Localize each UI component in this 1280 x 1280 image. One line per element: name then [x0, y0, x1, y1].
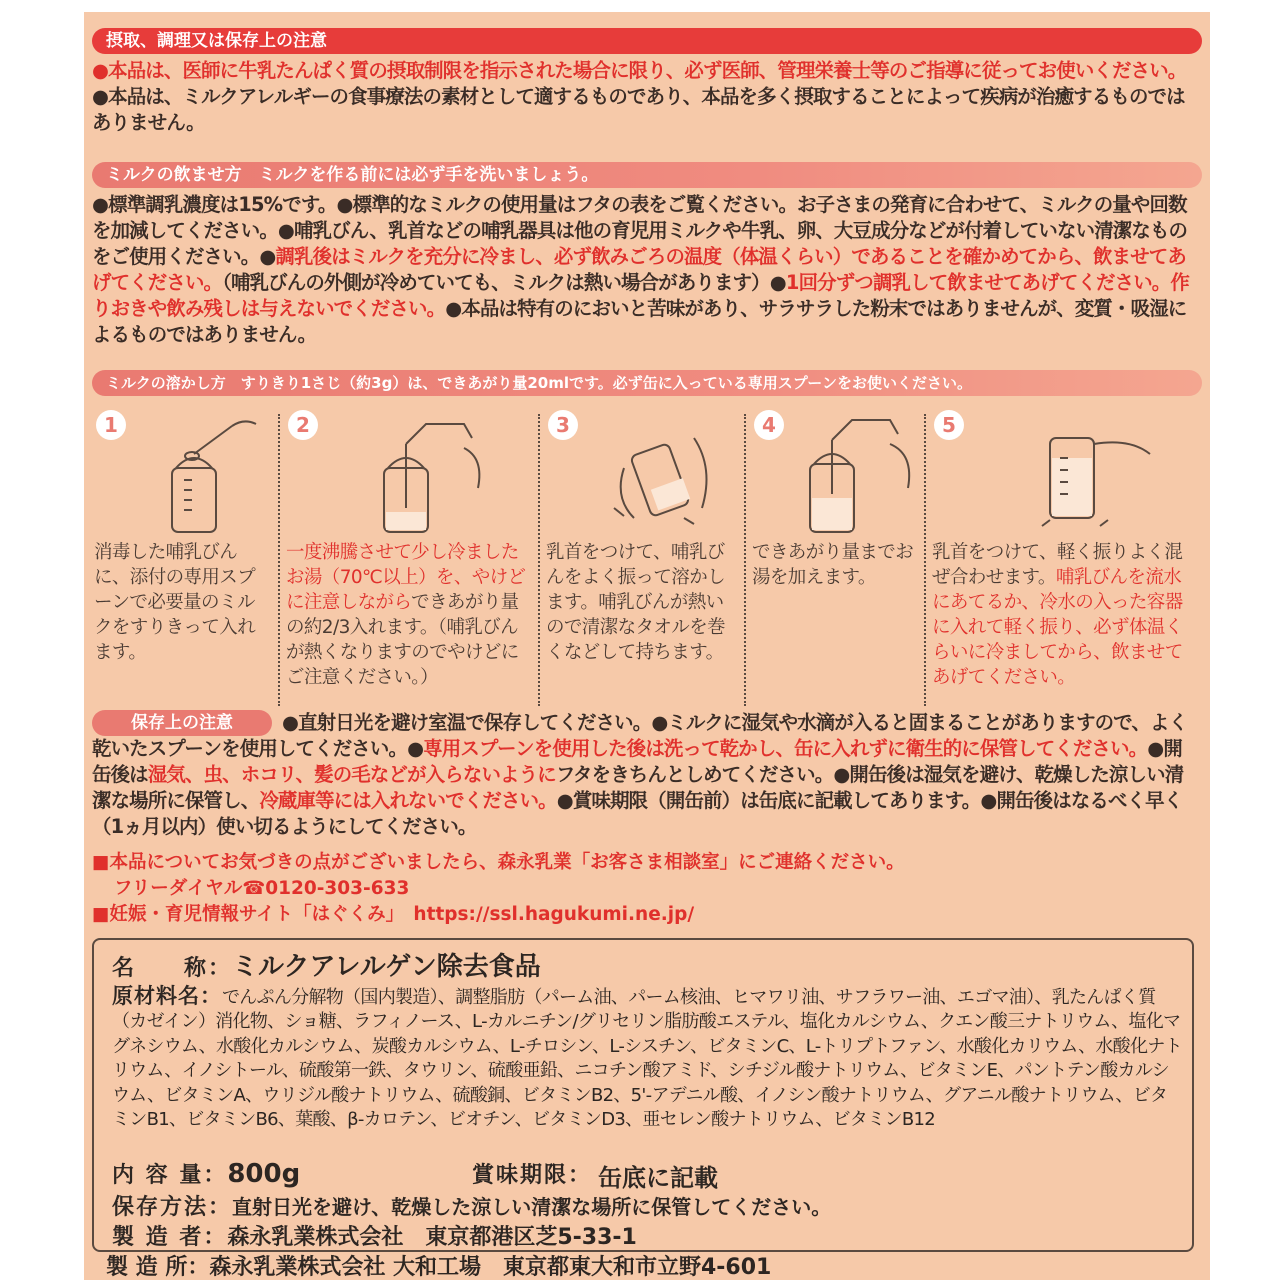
content-row [112, 1158, 1182, 1192]
storage-text-1: ●直射日光を避け室温で保存してください。●ミルクに湿気や水滴が入ると固まることがありますので、よく乾いたスプーンを使用してください。● [92, 711, 1188, 760]
hagukumi-site[interactable]: ■妊娠・育児情報サイト「はぐくみ」 https://ssl.hagukumi.ne.jp/ [92, 904, 695, 925]
feeding-text-1: ●標準調乳濃度は15%です。●標準的なミルクの使用量はフタの表をご覧ください。お子さまの発育に合わせて、ミルクの量や回数を加減してください。●哺乳びん、乳首などの哺乳器具は他の育児用ミルクや牛乳、卵、大豆成分などが付着していない清潔なものをご使用ください。● [92, 193, 1188, 268]
step-red-text: 哺乳びんを流水にあてるか、冷水の入った容器に入れて軽く振り、必ず体温くらいに冷ましてから、飲ませてあげてください。 [932, 567, 1183, 688]
step-text: 乳首をつけて、哺乳びんをよく振って溶かします。哺乳びんが熱いので清潔なタオルを巻くなどして持ちます。 [546, 542, 726, 663]
feeding-text-2: （哺乳びんの外側が冷めていても、ミルクは熱い場合があります）● [222, 271, 786, 294]
add-water-icon [790, 408, 930, 536]
maker-value: 森永乳業株式会社 東京都港区芝5-33-1 [227, 1225, 637, 1250]
toll-free-number: フリーダイヤル☎0120-303-633 [114, 878, 410, 899]
step-number: 3 [548, 410, 578, 440]
content-label: 内 容 量： [112, 1163, 228, 1188]
step-number: 5 [934, 410, 964, 440]
step-text-body: 乳首をつけて、軽く振りよく混ぜ合わせます。 [932, 542, 1183, 588]
factory-value: 森永乳業株式会社 大和工場 東京都東大和市立野4-601 [209, 1255, 772, 1280]
ingredients [112, 984, 1182, 1132]
storage-method-value: 直射日光を避け、乾燥した涼しい清潔な場所に保管してください。 [232, 1195, 832, 1219]
step-red-text: 一度沸騰させて少し冷ましたお湯（70℃以上）を、やけどに注意しながら [286, 542, 526, 613]
storage-method-label: 保存方法： [112, 1195, 233, 1220]
feeding-red-2: 1回分ずつ調乳して飲ませてあげてください。作りおきや飲み残しは与えないでください。 [92, 271, 1189, 320]
maker-label: 製 造 者： [112, 1225, 228, 1250]
feeding-heading: ミルクの飲ませ方 ミルクを作る前には必ず手を洗いましょう。 [92, 162, 1202, 188]
step-text [932, 540, 1188, 690]
step-number: 1 [96, 410, 126, 440]
spoon-bottle-icon [132, 408, 272, 536]
step-number: 4 [754, 410, 784, 440]
step-1 [92, 404, 276, 704]
step-text-body: できあがり量の約2/3入れます。（哺乳びんが熱くなりますのでやけどにご注意ください。） [286, 592, 519, 688]
storage-red-1: 専用スプーンを使用した後は洗って乾かし、缶に入れずに衛生的に保管してください。 [423, 737, 1148, 760]
step-divider [744, 414, 746, 706]
kettle-pour-icon [354, 408, 494, 536]
step-divider [538, 414, 540, 706]
step-3 [544, 404, 740, 704]
expiry-label: 賞味期限： [472, 1163, 593, 1188]
name-value: ミルクアレルゲン除去食品 [232, 952, 541, 982]
storage-text-2: ●開缶後は [92, 737, 1182, 786]
step-2 [284, 404, 534, 704]
storage-row [112, 1190, 1182, 1221]
expiry-value: 缶底に記載 [598, 1164, 718, 1192]
step-4 [750, 404, 920, 704]
step-number: 2 [288, 410, 318, 440]
storage-tag: 保存上の注意 [92, 710, 272, 736]
caution-red-text: ●本品は、医師に牛乳たんぱく質の摂取制限を指示された場合に限り、必ず医師、管理栄養士等のご指導に従ってお使いください。 [92, 59, 1187, 82]
maker-row [112, 1220, 1182, 1251]
ingredients-value: でんぷん分解物（国内製造）、調整脂肪（パーム油、パーム核油、ヒマワリ油、サフラワー油、エゴマ油）、乳たんぱく質（カゼイン）消化物、ショ糖、ラフィノース、L-カルニチン/グリセリン脂肪酸エステル、塩化カルシウム、クエン酸三ナトリウム、塩化マグネシウム、水酸化カルシウム、炭酸カルシウム、L-チロシン、L-シスチン、ビタミンC、L-トリプトファン、水酸化カリウム、水酸化ナトリウム、イノシトール、硫酸第一鉄、タウリン、硫酸亜鉛、ニコチン酸アミド、シチジル酸ナトリウム、ビタミンE、パントテン酸カルシウム、ビタミンA、ウリジル酸ナトリウム、硫酸銅、ビタミンB2、5'-アデニル酸、イノシン酸ナトリウム、グアニル酸ナトリウム、ビタミンB1、ビタミンB6、葉酸、β-カロテン、ビオチン、ビタミンD3、亜セレン酸ナトリウム、ビタミンB12 [112, 987, 1182, 1131]
dissolve-heading: ミルクの溶かし方 すりきり1さじ（約3g）は、できあがり量20mlです。必ず缶に入っている専用スプーンをお使いください。 [92, 370, 1202, 396]
shake-bottle-icon [584, 408, 724, 536]
caution-heading: 摂取、調理又は保存上の注意 [92, 28, 1202, 54]
step-5 [930, 404, 1194, 704]
caution-text: ●本品は、ミルクアレルギーの食事療法の素材として適するものであり、本品を多く摂取することによって疾病が治癒するものではありません。 [92, 85, 1185, 134]
dissolve-steps [92, 404, 1194, 704]
storage-text-4: ●賞味期限（開缶前）は缶底に記載してあります。●開缶後はなるべく早く（1ヵ月以内）使い切るようにしてください。 [92, 789, 1183, 838]
content-value: 800g [227, 1159, 301, 1189]
ingredients-label: 原材料名： [112, 984, 222, 1008]
storage-paragraph [92, 710, 1198, 840]
feeding-paragraph [92, 192, 1198, 348]
step-divider [278, 414, 280, 706]
storage-red-3: 冷蔵庫等には入れないでください。 [259, 789, 557, 812]
step-divider [924, 414, 926, 706]
feeding-text-3: ●本品は特有のにおいと苦味があり、サラサラした粉末ではありませんが、変質・吸湿によるものではありません。 [92, 297, 1187, 346]
contact-line-1: ■本品についてお気づきの点がございましたら、森永乳業「お客さま相談室」にご連絡ください。 [92, 852, 905, 873]
step-text [286, 540, 528, 690]
caution-paragraph [92, 58, 1198, 136]
factory-label: 製 造 所： [106, 1255, 210, 1280]
feeding-red-1: 調乳後はミルクを充分に冷まし、必ず飲みごろの温度（体温くらい）であることを確かめてから、飲ませてあげてください。 [92, 245, 1186, 294]
name-row [112, 946, 1182, 983]
name-label: 名 称： [112, 956, 233, 981]
factory-row [106, 1250, 771, 1280]
storage-red-2: 湿気、虫、ホコリ、髪の毛などが入らないように [147, 763, 556, 786]
product-info-box [92, 938, 1194, 1252]
label-panel [84, 12, 1210, 1280]
storage-text-3: フタをきちんとしめてください。●開缶後は湿気を避け、乾燥した涼しい清潔な場所に保管し、 [92, 763, 1184, 812]
cool-bottle-icon [1020, 408, 1160, 536]
step-text: できあがり量までお湯を加えます。 [752, 542, 914, 588]
step-text: 消毒した哺乳びんに、添付の専用スプーンで必要量のミルクをすりきって入れます。 [94, 542, 256, 663]
